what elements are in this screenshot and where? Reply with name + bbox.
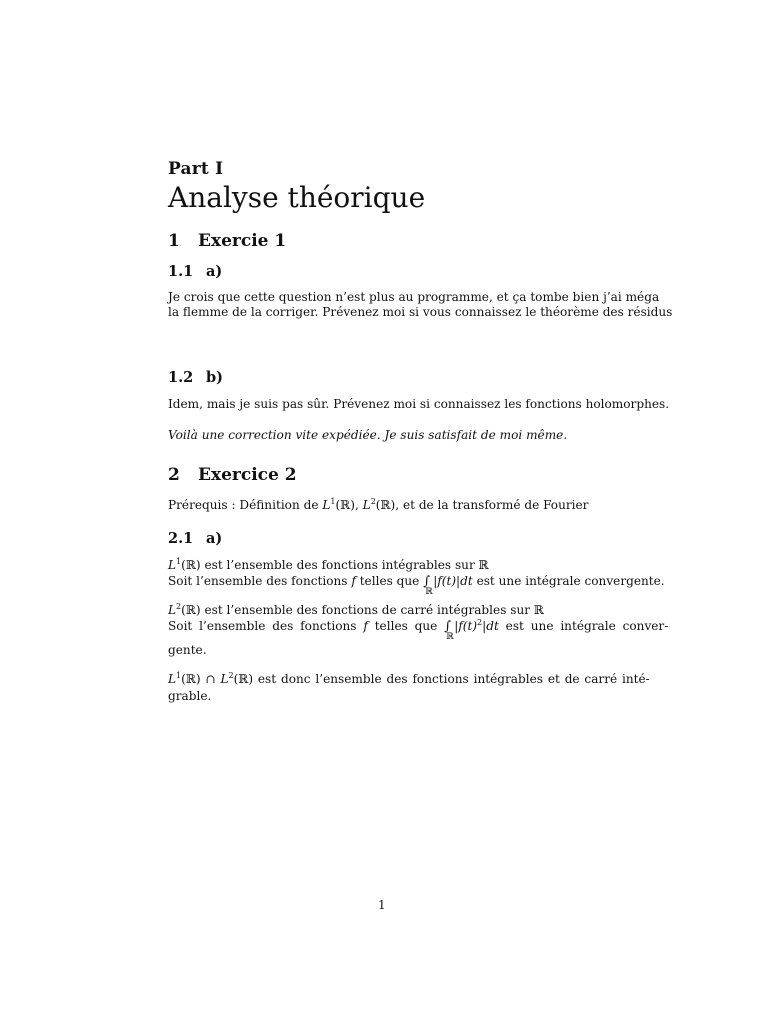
section-2-heading <box>168 465 297 485</box>
prereq-text-2: (ℝ), <box>335 498 363 512</box>
function-symbol: f <box>363 619 368 633</box>
intersection-text-2: (ℝ) est donc l’ensemble des fonctions intégrables et de carré inté- <box>233 672 650 686</box>
integral-domain: ℝ <box>425 587 433 597</box>
integral-sign <box>423 572 433 597</box>
l1-symbol: L <box>168 558 177 572</box>
l2-definition-text: (ℝ) est l’ensemble des fonctions de carré intégrables sur ℝ <box>181 603 544 617</box>
intersection-text: (ℝ) ∩ <box>181 672 221 686</box>
l2-definition-line-2 <box>168 617 669 642</box>
subsection-2-1-heading <box>168 530 222 547</box>
integrand-tail: |dt <box>482 619 499 633</box>
l1-symbol: L <box>322 498 331 512</box>
subsection-2-1-title: a) <box>206 530 223 547</box>
l2-definition-line-3: gente. <box>168 643 207 657</box>
integrand: |f(t) <box>454 619 478 633</box>
section-2-number: 2 <box>168 465 180 485</box>
page-number: 1 <box>378 898 386 912</box>
l2-exponent: 2 <box>228 670 234 680</box>
integral-glyph: ∫ <box>444 619 451 634</box>
section-2-title: Exercice 2 <box>198 465 297 485</box>
l1-exponent: 1 <box>330 496 336 506</box>
integral-domain: ℝ <box>446 632 454 642</box>
prerequisites-line <box>168 496 588 514</box>
l1-exponent: 1 <box>176 670 182 680</box>
integrand: |f(t)|dt <box>433 574 473 588</box>
subsection-1-1-number: 1.1 <box>168 263 194 280</box>
l1-definition-text: (ℝ) est l’ensemble des fonctions intégrables sur ℝ <box>181 558 489 572</box>
text: est une intégrale conver- <box>498 619 669 633</box>
intersection-line-2: grable. <box>168 689 212 703</box>
integral-sign <box>444 617 454 642</box>
prereq-text: Prérequis : Définition de <box>168 498 323 512</box>
intersection-line-1 <box>168 670 650 688</box>
section-1-number: 1 <box>168 231 180 251</box>
subsection-1-1-heading <box>168 263 222 280</box>
l2-symbol: L <box>168 603 177 617</box>
section-1-heading <box>168 231 286 251</box>
subsection-1-2-number: 1.2 <box>168 369 194 386</box>
text: telles que <box>355 574 424 588</box>
l2-exponent: 2 <box>370 496 376 506</box>
l2-symbol: L <box>362 498 371 512</box>
text: Soit l’ensemble des fonctions <box>168 619 364 633</box>
l2-exponent: 2 <box>176 601 182 611</box>
l1-exponent: 1 <box>176 556 182 566</box>
subsection-1-2-title: b) <box>206 369 223 386</box>
integral-glyph: ∫ <box>423 574 430 589</box>
subsection-1-2-heading <box>168 369 223 386</box>
l1-definition-line-2 <box>168 572 665 597</box>
prereq-text-3: (ℝ), et de la transformé de Fourier <box>375 498 589 512</box>
paragraph-1-2-line-1: Idem, mais je suis pas sûr. Prévenez moi si connaissez les fonctions holomorphes. <box>168 397 670 411</box>
integrand-exponent: 2 <box>477 617 483 627</box>
text: Soit l’ensemble des fonctions <box>168 574 352 588</box>
text: est une intégrale convergente. <box>472 574 665 588</box>
part-label: Part I <box>168 159 224 179</box>
l1-symbol: L <box>168 672 177 686</box>
function-symbol: f <box>351 574 356 588</box>
paragraph-1-2-italic-remark: Voilà une correction vite expédiée. Je suis satisfait de moi même. <box>168 428 568 442</box>
section-1-title: Exercie 1 <box>198 231 287 251</box>
subsection-1-1-title: a) <box>206 263 223 280</box>
l2-symbol: L <box>220 672 229 686</box>
subsection-2-1-number: 2.1 <box>168 530 194 547</box>
paragraph-1-1-line-1: Je crois que cette question n’est plus au programme, et ça tombe bien j’ai méga <box>168 290 660 304</box>
part-title: Analyse théorique <box>168 181 426 214</box>
text: telles que <box>367 619 445 633</box>
paragraph-1-1-line-2: la flemme de la corriger. Prévenez moi si vous connaissez le théorème des résidus <box>168 305 673 319</box>
